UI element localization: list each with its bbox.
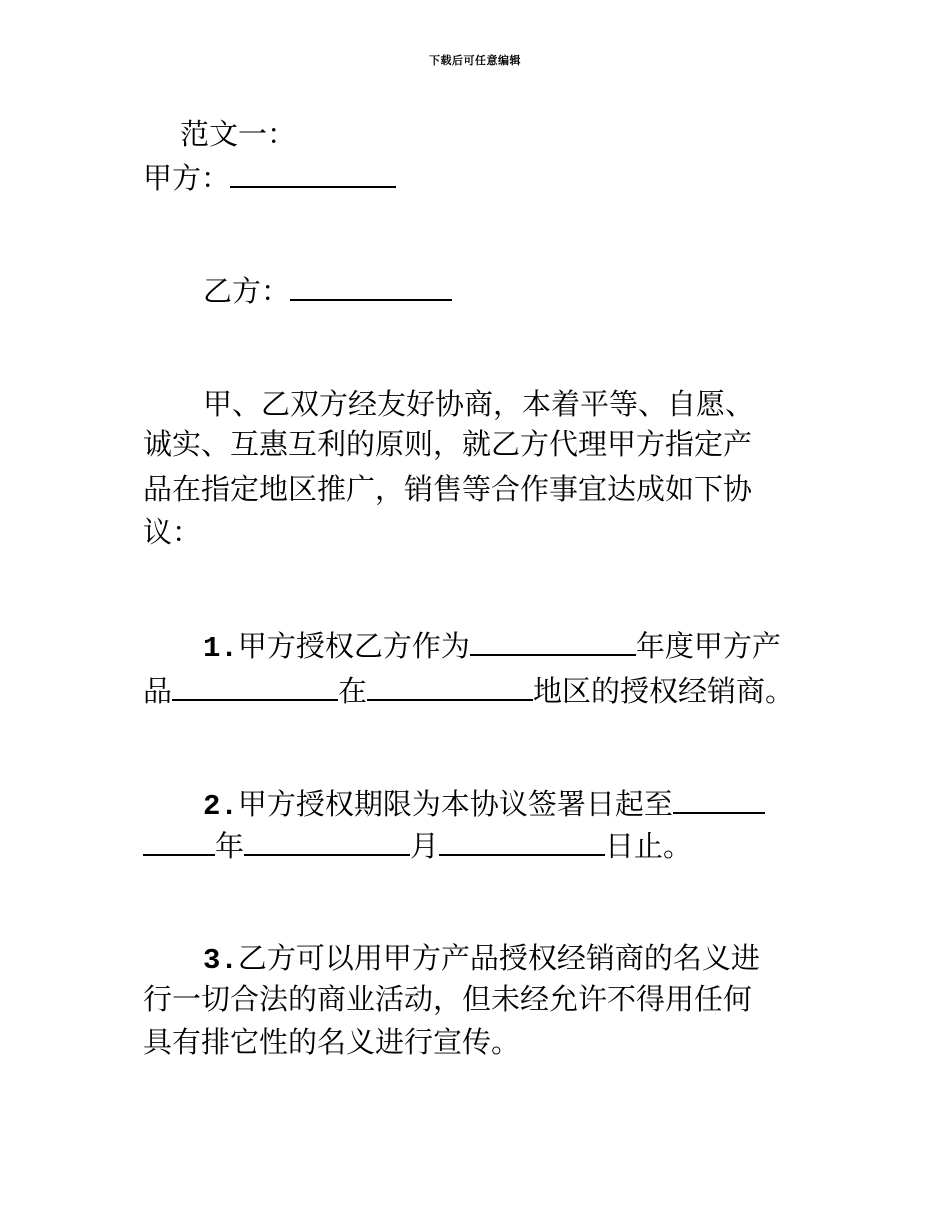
clause-2-text-c: 月 <box>410 829 440 863</box>
clause-2-text-d: 日止。 <box>605 829 693 863</box>
clause-2-day-blank <box>439 826 605 856</box>
clause-3-number: 3. <box>203 944 238 977</box>
party-a-label: 甲方： <box>143 161 231 195</box>
clause-1-region-blank <box>367 671 533 701</box>
clause-3-line-3: 具有排它性的名义进行宣传。 <box>143 1025 521 1059</box>
clause-1-number: 1. <box>203 632 238 665</box>
clause-1-text-d: 在 <box>338 674 368 708</box>
doc-title: 范文一： <box>180 117 297 151</box>
clause-1-text-e: 地区的授权经销商。 <box>533 674 795 708</box>
clause-2-text-a: 甲方授权期限为本协议签署日起至 <box>237 787 673 821</box>
clause-1-line-2 <box>143 671 794 711</box>
clause-2-text-b: 年 <box>215 829 245 863</box>
intro-line-4: 议： <box>143 515 202 549</box>
clause-3-text-a: 乙方可以用甲方产品授权经销商的名义进 <box>237 941 760 975</box>
clause-2-blank-1 <box>673 784 765 814</box>
intro-line-3: 品在指定地区推广，销售等合作事宜达成如下协 <box>143 472 753 506</box>
party-a-blank <box>230 158 396 188</box>
clause-1-text-b: 年度甲方产 <box>635 629 781 663</box>
party-b-label: 乙方： <box>203 274 291 308</box>
clause-1-year-blank <box>470 626 636 656</box>
clause-2-line-2 <box>143 826 692 866</box>
clause-3-line-2: 行一切合法的商业活动，但未经允许不得用任何 <box>143 982 753 1016</box>
party-b-line <box>203 271 452 311</box>
party-a-line <box>143 158 396 198</box>
clause-2-line-1 <box>203 784 765 827</box>
clause-2-month-blank <box>244 826 410 856</box>
party-b-blank <box>290 271 452 301</box>
clause-2-number: 2. <box>203 790 238 823</box>
clause-1-text-a: 甲方授权乙方作为 <box>237 629 470 663</box>
page-header: 下载后可任意编辑 <box>429 54 521 67</box>
clause-3-line-1 <box>203 938 760 981</box>
clause-1-line-1 <box>203 626 781 669</box>
clause-1-text-c: 品 <box>143 674 173 708</box>
clause-2-year-blank <box>143 826 215 856</box>
intro-line-2: 诚实、互惠互利的原则，就乙方代理甲方指定产 <box>143 427 753 461</box>
clause-1-product-blank <box>172 671 338 701</box>
intro-line-1: 甲、乙双方经友好协商，本着平等、自愿、 <box>203 387 755 421</box>
